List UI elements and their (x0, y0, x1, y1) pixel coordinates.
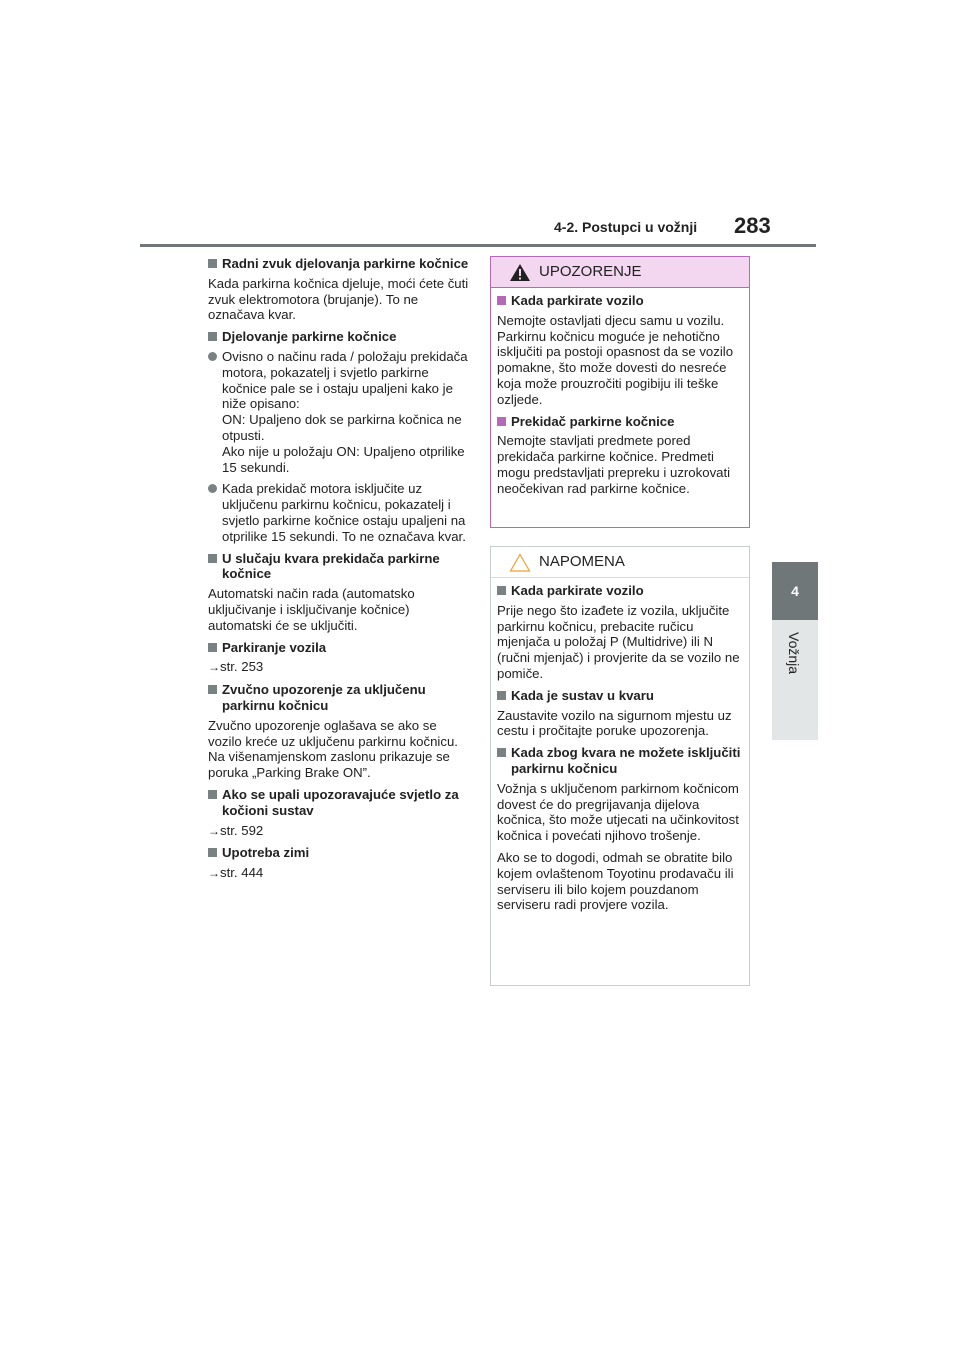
note-box-header (491, 547, 749, 578)
warning-box-header (491, 257, 749, 288)
paragraph: Automatski način rada (automatsko uključivanje i isključivanje kočnice) automatski će se uključiti. (208, 586, 415, 633)
list-item: Ovisno o načinu rada / položaju prekidača motora, pokazatelj i svjetlo parkirne kočnice pale se i ostaju upaljeni kako je niže opisano: ON: Upaljeno dok se parkirna kočnica ne otpusti. Ako nije u položaju ON: Upaljeno otprilike 15 sekundi. (208, 349, 470, 475)
section-heading: U slučaju kvara prekidača parkirne kočnice (208, 551, 470, 583)
section-heading: Radni zvuk djelovanja parkirne kočnice (208, 256, 470, 272)
section-heading: Prekidač parkirne kočnice (497, 414, 743, 430)
paragraph: Kada parkirna kočnica djeluje, moći ćete čuti zvuk elektromotora (brujanje). To ne označava kvar. (208, 275, 469, 323)
square-bullet-icon (208, 790, 217, 799)
header-divider (140, 244, 816, 247)
square-bullet-icon (208, 685, 217, 694)
section-heading: Zvučno upozorenje za uključenu parkirnu kočnicu (208, 682, 470, 714)
section-heading: Kada je sustav u kvaru (497, 688, 743, 704)
section-heading: Kada parkirate vozilo (497, 293, 743, 309)
square-bullet-icon (208, 332, 217, 341)
section-heading: Upotreba zimi (208, 845, 470, 861)
list-item: Kada prekidač motora isključite uz uključenu parkirnu kočnicu, pokazatelj i svjetlo parkirne kočnice ostaju upaljeni na otprilike 15 sekundi. To ne označava kvar. (208, 481, 470, 544)
chapter-tab[interactable]: 4 (772, 562, 818, 620)
circle-bullet-icon (208, 484, 217, 493)
caution-triangle-icon (509, 553, 531, 572)
warning-box-title: UPOZORENJE (539, 263, 642, 280)
warning-triangle-icon (509, 263, 531, 282)
note-box (490, 546, 750, 986)
circle-bullet-icon (208, 352, 217, 361)
page-reference-link[interactable]: →str. 444 (208, 865, 264, 881)
chapter-label: Vožnja (786, 632, 802, 675)
section-heading: Ako se upali upozoravajuće svjetlo za kočioni sustav (208, 787, 470, 819)
section-heading: Kada zbog kvara ne možete isključiti parkirnu kočnicu (497, 745, 743, 777)
section-heading: Kada parkirate vozilo (497, 583, 743, 599)
section-heading: Djelovanje parkirne kočnice (208, 329, 470, 345)
note-box-body (491, 578, 749, 913)
paragraph: Zvučno upozorenje oglašava se ako se vozilo kreće uz uključenu parkirnu kočnicu. Na višenamjenskom zaslonu prikazuje se poruka „Parking Brake ON”. (208, 717, 458, 781)
square-bullet-icon (497, 691, 506, 700)
paragraph: Prije nego što izađete iz vozila, uključite parkirnu kočnicu, prebacite ručicu mjenjača u položaj P (Multidrive) ili N (ručni mjenjač) i provjerite da se vozilo ne pomiče. (497, 602, 740, 681)
square-bullet-icon (497, 748, 506, 757)
page-reference-link[interactable]: →str. 253 (208, 659, 264, 675)
note-box-title: NAPOMENA (539, 553, 625, 570)
arrow-right-icon: → (208, 866, 220, 881)
section-heading: Parkiranje vozila (208, 640, 470, 656)
square-bullet-icon (208, 259, 217, 268)
page-reference-link[interactable]: →str. 592 (208, 822, 264, 838)
paragraph: Nemojte stavljati predmete pored prekidača parkirne kočnice. Predmeti mogu predstavljati prepreku i uzrokovati neočekivan rad parkirne kočnice. (497, 433, 731, 496)
page-number: 283 (734, 213, 771, 238)
square-bullet-icon (208, 848, 217, 857)
section-title: 4-2. Postupci u vožnji (554, 219, 698, 235)
square-bullet-icon (208, 643, 217, 652)
warning-box-body (491, 288, 749, 497)
paragraph: Ako se to dogodi, odmah se obratite bilo kojem ovlaštenom Toyotinu prodavaču ili serviseru ili bilo kojem pouzdanom serviseru radi provjere vozila. (497, 849, 734, 913)
left-column (208, 256, 470, 888)
square-bullet-icon (208, 554, 217, 563)
square-bullet-icon (497, 417, 506, 426)
paragraph: Zaustavite vozilo na sigurnom mjestu uz cestu i pročitajte poruke upozorenja. (497, 707, 732, 739)
arrow-right-icon: → (208, 823, 220, 838)
square-bullet-icon (497, 296, 506, 305)
paragraph: Nemojte ostavljati djecu samu u vozilu. Parkirnu kočnicu moguće je nehotično isključiti pa postoji opasnost da se vozilo pomakne, što može dovesti do nesreće koja može prouzročiti pogibiju ili teške ozljede. (497, 312, 734, 407)
paragraph: Vožnja s uključenom parkirnom kočnicom dovest će do pregrijavanja dijelova kočnica, što može utjecati na učinkovitost kočnica i povećati njihovo trošenje. (497, 780, 739, 844)
square-bullet-icon (497, 586, 506, 595)
warning-box (490, 256, 750, 528)
arrow-right-icon: → (208, 660, 220, 675)
